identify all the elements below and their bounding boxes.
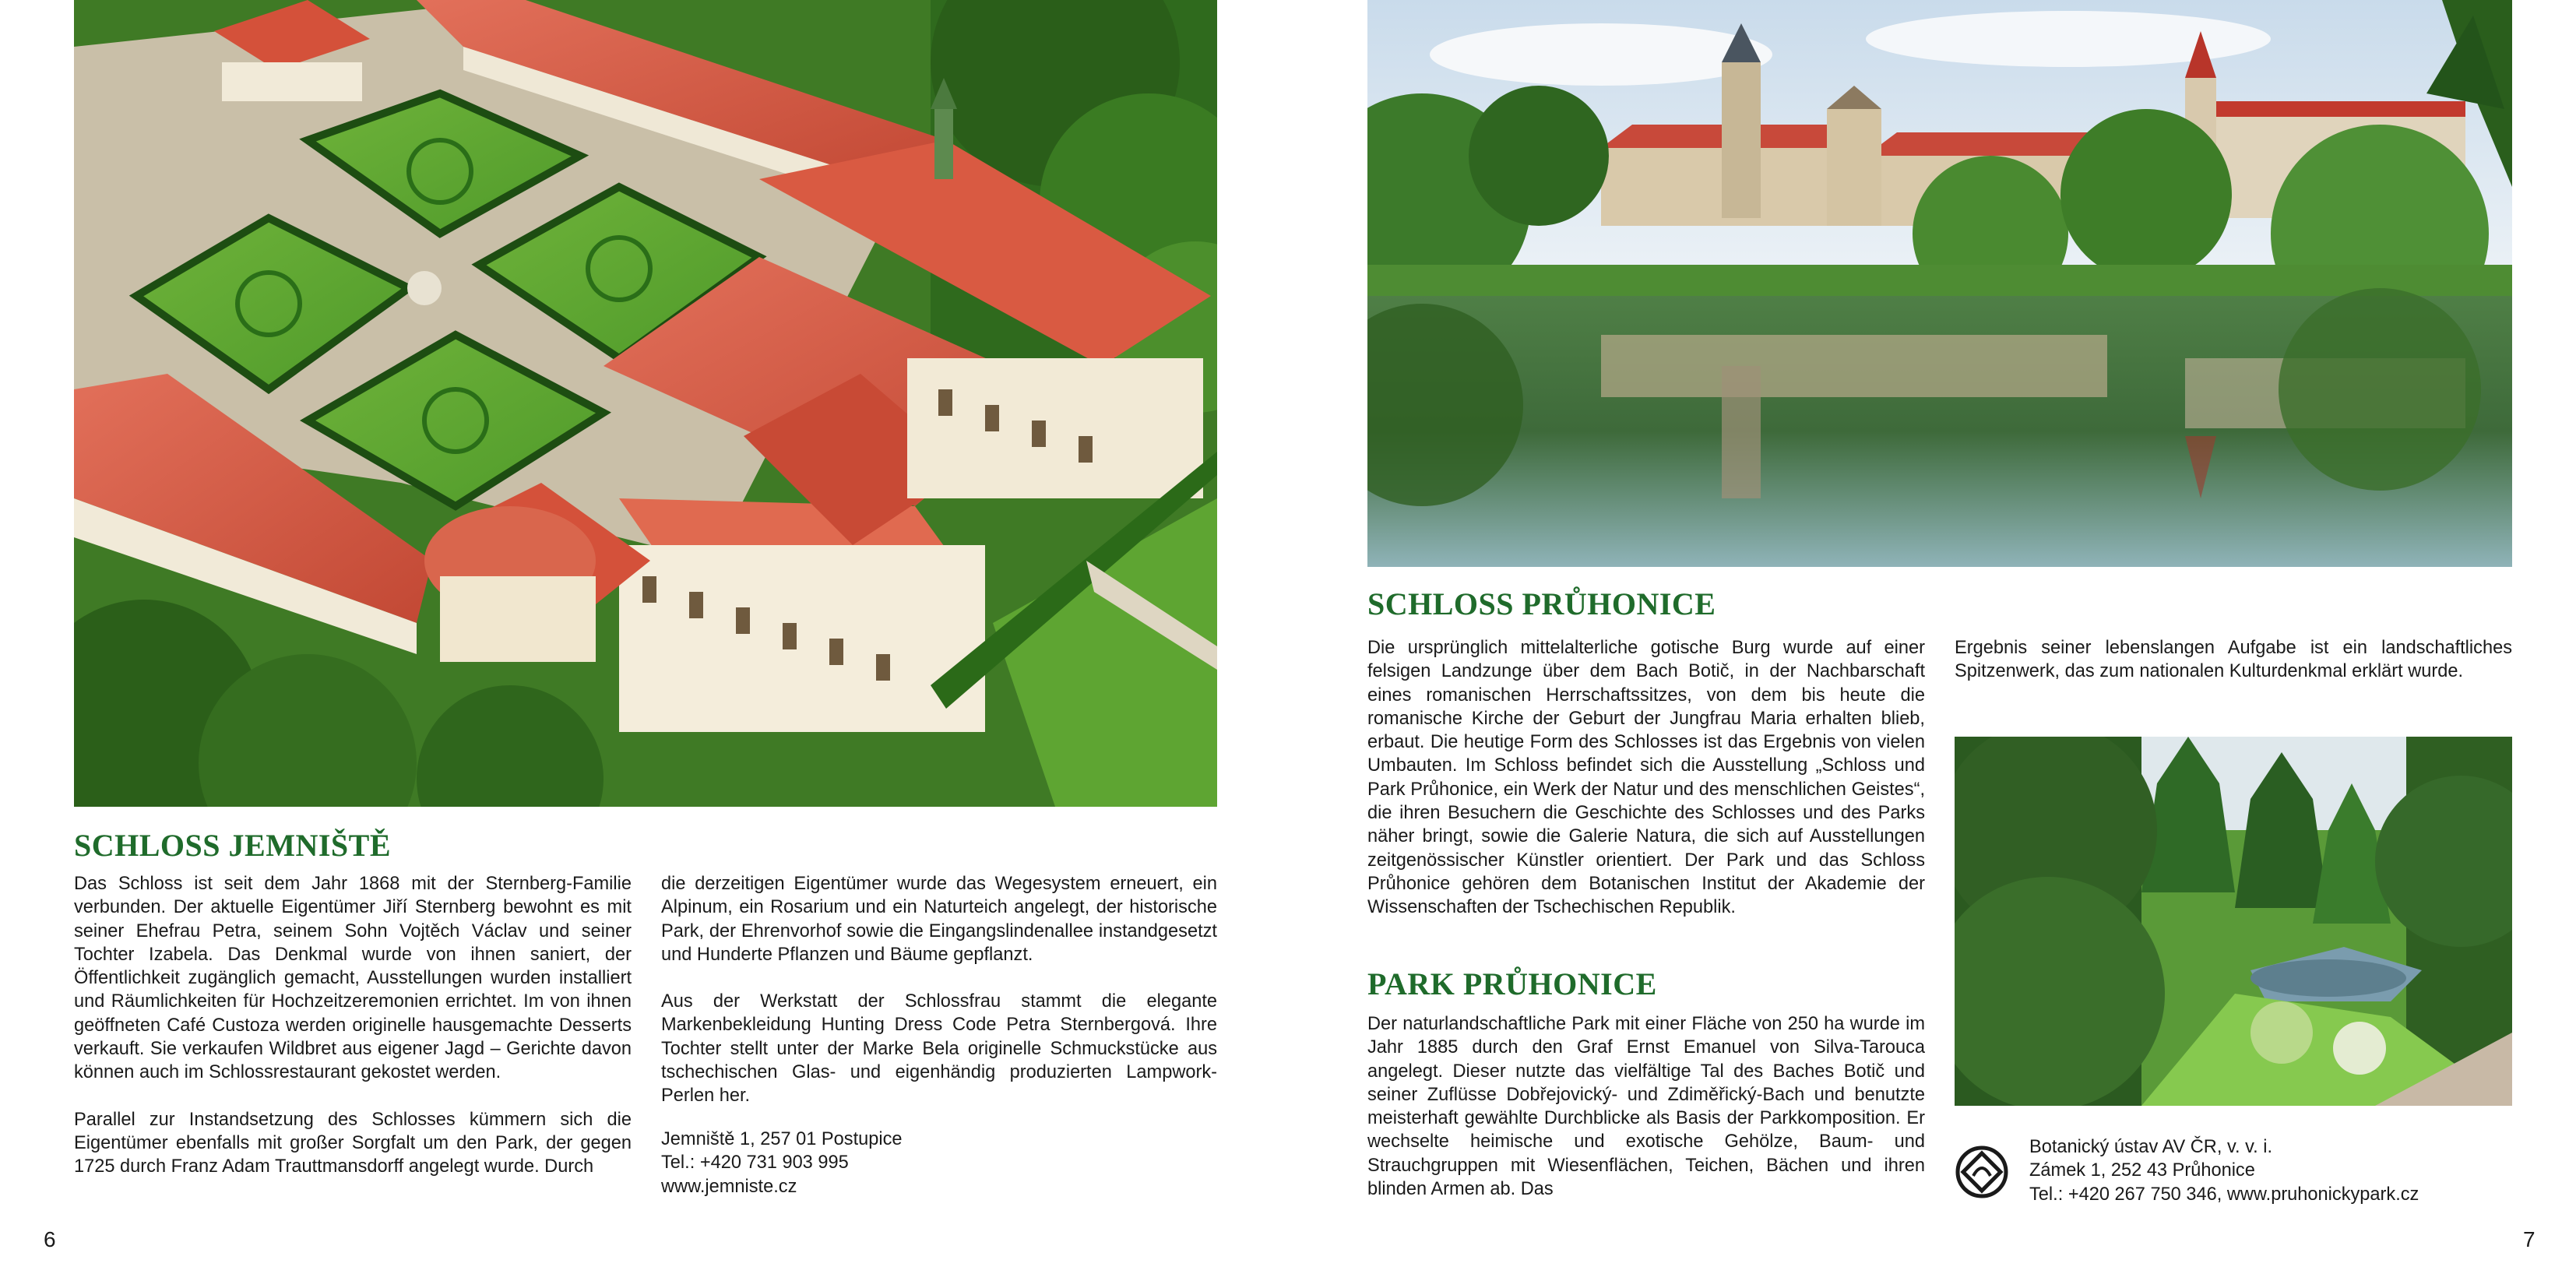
jemniste-text-column-1 xyxy=(74,872,632,1179)
page-number-left: 6 xyxy=(44,1227,56,1251)
heading-schloss-pruhonice: SCHLOSS PRŮHONICE xyxy=(1367,586,1716,621)
heading-park-pruhonice: PARK PRŮHONICE xyxy=(1367,966,1657,1001)
park-text-column xyxy=(1367,1012,1925,1201)
pruhonice-park-pond-photo xyxy=(1955,737,2512,1106)
jemniste-paragraph-2: Parallel zur Instandsetzung des Schlosses kümmern sich die Eigentümer ebenfalls mit großer Sorgfalt um den Park, der gegen 1725 durch Franz Adam Trauttmansdorff angelegt wurde. Durch xyxy=(74,1109,632,1177)
pruhonice-castle-reflection-photo xyxy=(1367,0,2512,567)
park-paragraph-1: Der naturlandschaftliche Park mit einer Fläche von 250 ha wurde im Jahr 1885 durch den Graf Ernst Emanuel von Silva-Tarouca angelegt. Dieser nutzte das vielfältige Tal des Baches Botič und seiner Zuflüsse Dobřejovický- und Zdiměřický-Bach und benutzte meisterhaft gewählte Durchblicke als Basis der Parkkomposition. Er wechselte heimische und exotische Gehölze, Baum- und Strauchgruppen mit Wiesenflächen, Teichen, Bächen und ihren blinden Armen ab. Das xyxy=(1367,1014,1925,1200)
pruhonice-paragraph-1: Die ursprünglich mittelalterliche gotische Burg wurde auf einer felsigen Landzunge über dem Bach Botič, in der Nachbarschaft eines romanischen Herrschaftssitzes, von dem bis heute die romanische Kirche der Geburt der Jungfrau Maria erhalten blieb, erbaut. Die heutige Form des Schlosses ist das Ergebnis von vielen Umbauten. Im Schloss befindet sich die Ausstellung „Schloss und Park Průhonice, ein Werk der Natur und des menschlichen Geistes“, die ihren Besuchern die Geschichte des Schlosses und des Parks näher bringt, sowie die Galerie Natura, die sich auf Ausstellungen zeitgenössischer Künstler orientiert. Der Park und das Schloss Průhonice gehören dem Botanischen Institut der Akademie der Wissenschaften der Tschechischen Republik. xyxy=(1367,638,1925,918)
heading-schloss-jemniste: SCHLOSS JEMNIŠTĚ xyxy=(74,828,392,863)
pruhonice-contact xyxy=(2029,1135,2419,1206)
pruhonice-text-column-2 xyxy=(1955,636,2512,684)
jemniste-website-link[interactable]: www.jemniste.cz xyxy=(661,1176,797,1197)
jemniste-paragraph-3: die derzeitigen Eigentümer wurde das Wegesystem erneuert, ein Alpinum, ein Rosarium und ein Naturteich angelegt, der historische Park, der Ehrenvorhof sowie die Eingangslindenallee instandgesetzt und Hunderte Pflanzen und Bäume gepflanzt. xyxy=(661,874,1217,965)
pruhonice-address: Zámek 1, 252 43 Průhonice xyxy=(2029,1160,2255,1181)
pruhonice-phone-website[interactable]: Tel.: +420 267 750 346, www.pruhonickypark.cz xyxy=(2029,1184,2419,1205)
unesco-heritage-icon xyxy=(1955,1145,2009,1199)
page-number-right: 7 xyxy=(2523,1227,2536,1251)
jemniste-address: Jemniště 1, 257 01 Postupice xyxy=(661,1129,903,1149)
jemniste-paragraph-4: Aus der Werkstatt der Schlossfrau stammt die elegante Markenbekleidung Hunting Dress Code Petra Sternbergová. Ihre Tochter stellt unter der Marke Bela originelle Schmuckstücke aus tschechischen Glas- und eigenhändig produzierten Lampwork-Perlen her. xyxy=(661,991,1217,1107)
pruhonice-institution: Botanický ústav AV ČR, v. v. i. xyxy=(2029,1137,2273,1157)
jemniste-contact xyxy=(661,1128,903,1198)
jemniste-text-column-2 xyxy=(661,872,1217,1108)
park-paragraph-2: Ergebnis seiner lebenslangen Aufgabe ist ein landschaftliches Spitzenwerk, das zum nationalen Kulturdenkmal erklärt wurde. xyxy=(1955,638,2512,682)
jemniste-phone: Tel.: +420 731 903 995 xyxy=(661,1153,849,1174)
pruhonice-text-column-1 xyxy=(1367,636,1925,920)
jemniste-paragraph-1: Das Schloss ist seit dem Jahr 1868 mit der Sternberg-Familie verbunden. Der aktuelle Eigentümer Jiří Sternberg bewohnt es mit seiner Ehefrau Petra, seinem Sohn Vojtěch Václav und seiner Tochter Izabela. Das Denkmal wurde von ihnen saniert, der Öffentlichkeit zugänglich gemacht, Ausstellungen wurden installiert und Räumlichkeiten für Hochzeitzeremonien errichtet. Im von ihnen geöffneten Café Custoza werden originelle hausgemachte Desserts verkauft. Sie verkaufen Wildbret aus eigener Jagd – Gerichte davon können auch im Schlossrestaurant gekostet werden. xyxy=(74,874,632,1083)
jemniste-castle-aerial-photo xyxy=(74,0,1217,807)
